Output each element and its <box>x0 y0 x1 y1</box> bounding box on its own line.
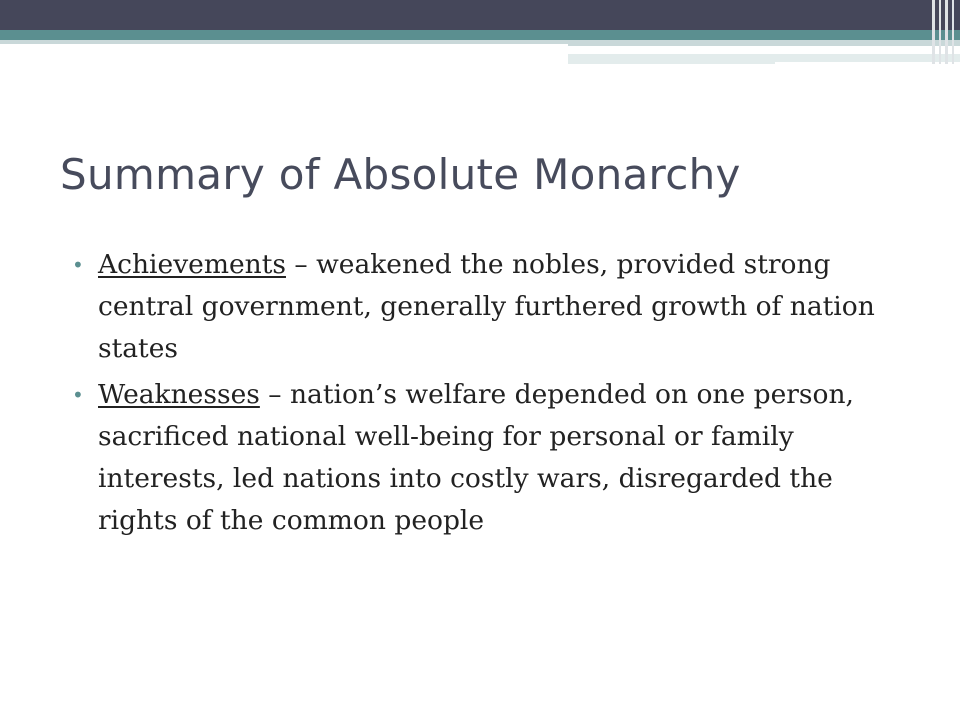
header-band-dark <box>0 0 960 30</box>
bullet-list <box>72 244 902 546</box>
bullet-term: Weaknesses <box>98 379 260 410</box>
slide-title: Summary of Absolute Monarchy <box>60 150 741 199</box>
bullet-weaknesses <box>72 374 902 542</box>
bullet-marker: • <box>72 253 84 277</box>
bullet-achievements <box>72 244 902 370</box>
header-band-teal <box>0 30 960 40</box>
bullet-marker: • <box>72 383 84 407</box>
bullet-text: – weakened the nobles, provided strong central government, generally furthered growth of nation states <box>98 249 875 364</box>
header-step-accent <box>568 44 960 54</box>
bullet-term: Achievements <box>98 249 286 280</box>
header-corner-lines <box>930 0 960 64</box>
bullet-text: – nation’s welfare depended on one person, sacrificed national well-being for personal or family interests, led nations into costly wars, disregarded the rights of the common people <box>98 379 854 536</box>
